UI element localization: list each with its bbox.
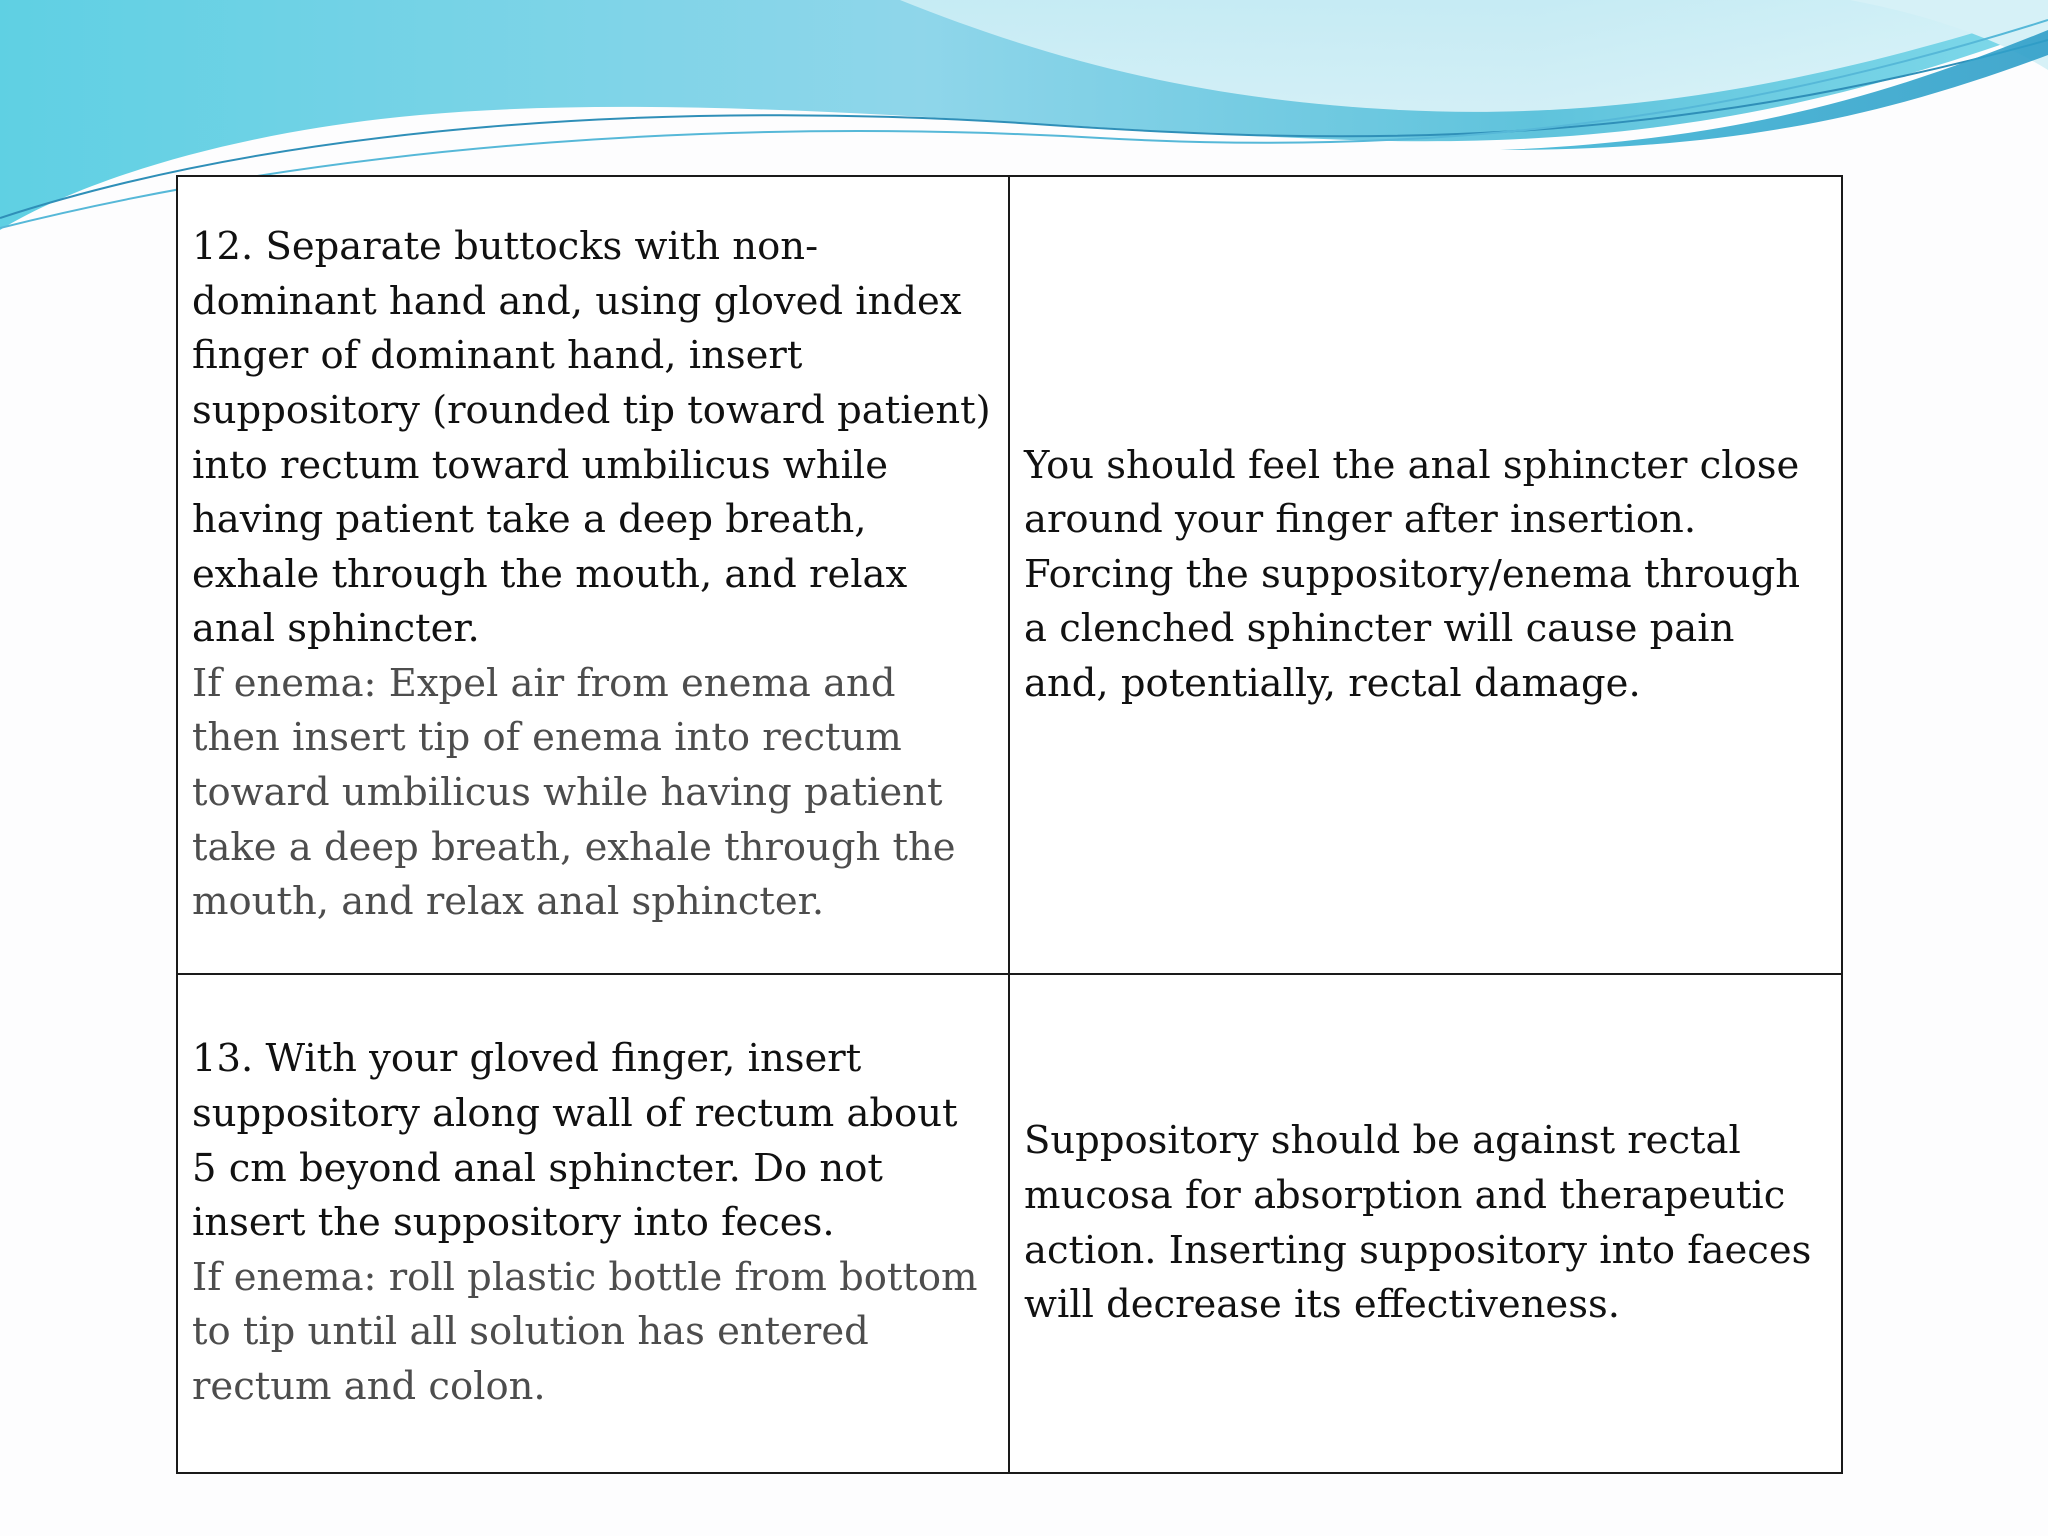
table-row (177, 176, 1842, 974)
enema-note: If enema: Expel air from enema and then insert tip of enema into rectum toward umbilicus while having patient take a deep breath, exhale through the mouth, and relax anal sphincter. (192, 660, 956, 925)
rationale-text: Suppository should be against rectal mucosa for absorption and therapeutic action. Inserting suppository into faeces will decrease its effectiveness. (1024, 1118, 1812, 1328)
rationale-cell (1009, 176, 1842, 974)
rationale-cell (1009, 974, 1842, 1473)
step-text: 13. With your gloved finger, insert suppository along wall of rectum about 5 cm beyond anal sphincter. Do not insert the suppository into feces. (192, 1036, 958, 1246)
rationale-text: You should feel the anal sphincter close around your finger after insertion. Forcing the suppository/enema through a clenched sphincter will cause pain and, potentially, rectal damage. (1024, 442, 1801, 706)
enema-note: If enema: roll plastic bottle from bottom to tip until all solution has entered rectum and colon. (192, 1254, 978, 1409)
table-row (177, 974, 1842, 1473)
step-cell (177, 974, 1009, 1473)
step-text: 12. Separate buttocks with non-dominant hand and, using gloved index finger of dominant hand, insert suppository (rounded tip toward patient) into rectum toward umbilicus while having patient take a deep breath, exhale through the mouth, and relax anal sphincter. (192, 224, 991, 652)
step-cell (177, 176, 1009, 974)
procedure-table (176, 175, 1843, 1474)
